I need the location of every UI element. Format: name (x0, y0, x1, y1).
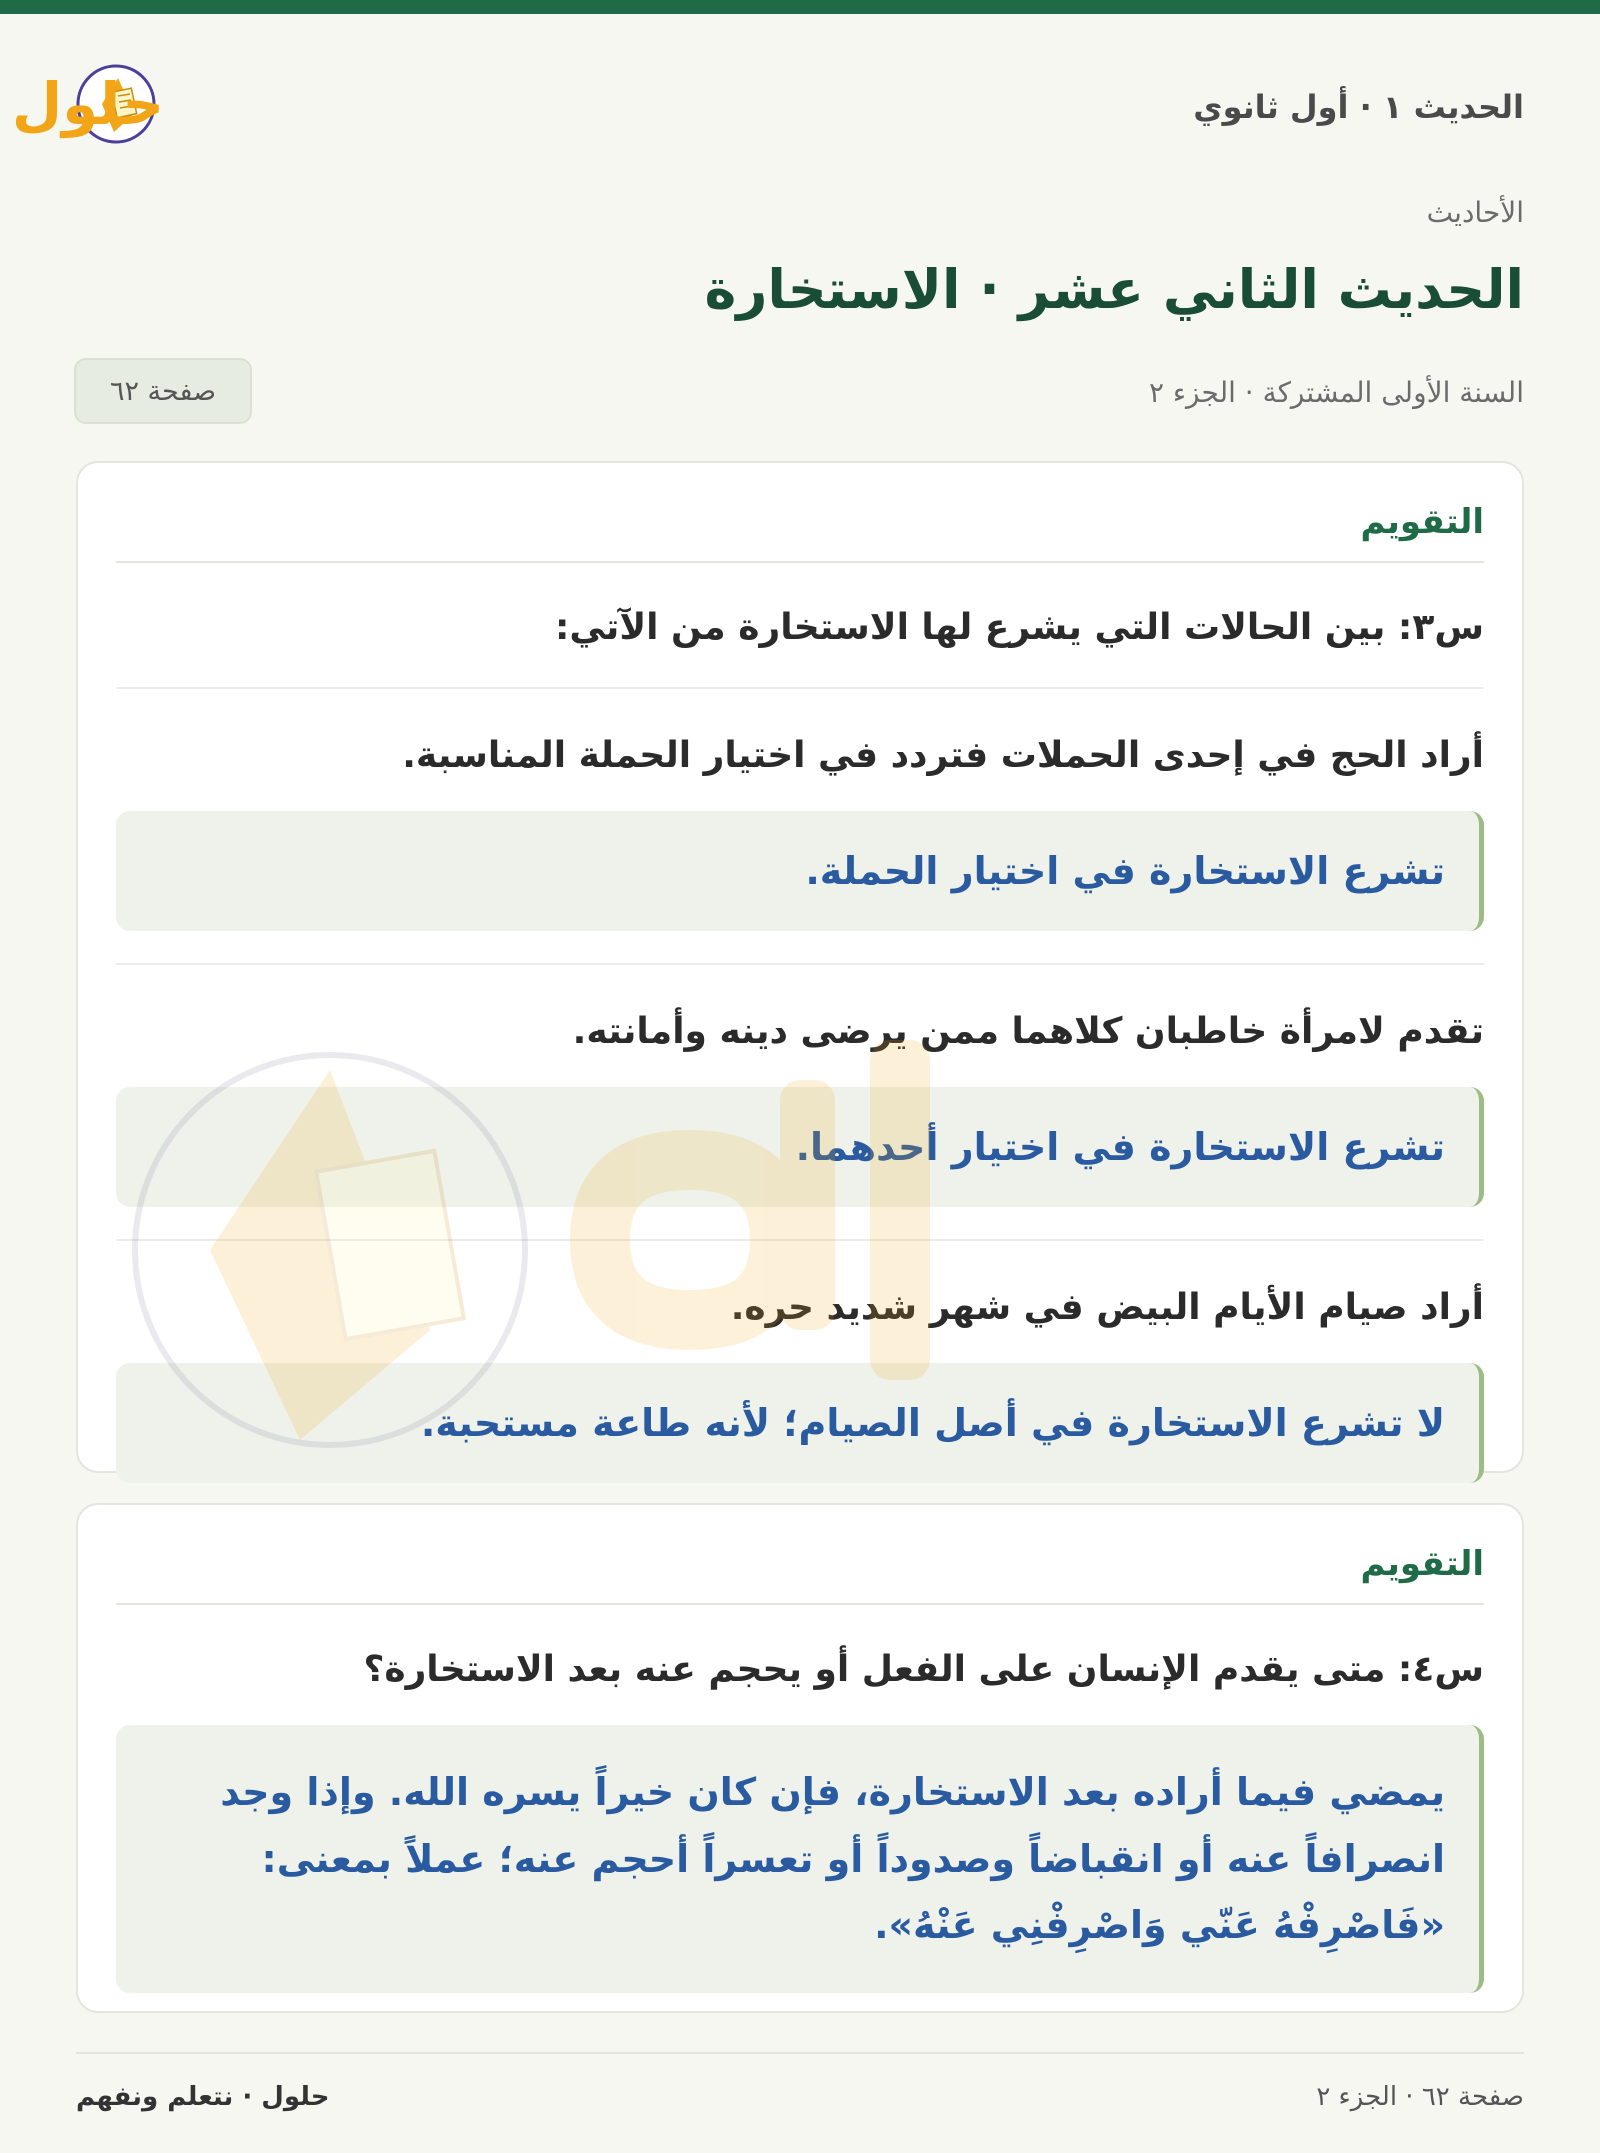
footer-page-info: صفحة ٦٢ · الجزء ٢ (1316, 2082, 1524, 2112)
lesson-title: الحديث الثاني عشر · الاستخارة (704, 258, 1524, 321)
case-1: أراد الحج في إحدى الحملات فتردد في اختيار الحملة المناسبة. (402, 735, 1484, 776)
answer-3 (116, 1363, 1484, 1483)
answer-1-text: تشرع الاستخارة في اختيار الحملة. (805, 848, 1445, 893)
evaluation-card-1 (76, 461, 1524, 1473)
answer-2-text: تشرع الاستخارة في اختيار أحدهما. (795, 1124, 1445, 1169)
answer-3-text: لا تشرع الاستخارة في أصل الصيام؛ لأنه طاعة مستحبة. (420, 1400, 1445, 1445)
answer-1 (116, 811, 1484, 931)
header-title: الحديث ١ · أول ثانوي (1193, 88, 1524, 126)
answer-2 (116, 1087, 1484, 1207)
question-4: س٤: متى يقدم الإنسان على الفعل أو يحجم عنه بعد الاستخارة؟ (363, 1649, 1484, 1690)
answer-4: يمضي فيما أراده بعد الاستخارة، فإن كان خيراً يسره الله. وإذا وجد انصرافاً عنه أو انقباضاً وصدوداً أو تعسراً أحجم عنه؛ عملاً بمعنى: «فَاصْرِفْهُ عَنّي وَاصْرِفْنِي عَنْهُ». (116, 1725, 1484, 1993)
footer-brand: حلول · نتعلم ونفهم (76, 2082, 330, 2112)
footer-divider (76, 2052, 1524, 2054)
meta-line: السنة الأولى المشتركة · الجزء ٢ (1148, 376, 1524, 409)
hulul-logo (11, 52, 334, 162)
section-label: الأحاديث (1426, 196, 1524, 229)
evaluation-card-2 (76, 1503, 1524, 2013)
logo-text: حلول (11, 70, 164, 138)
card-heading: التقويم (116, 1505, 1484, 1605)
case-2: تقدم لامرأة خاطبان كلاهما ممن يرضى دينه وأمانته. (572, 1011, 1484, 1052)
top-accent-bar (0, 0, 1600, 14)
question-3: س٣: بين الحالات التي يشرع لها الاستخارة من الآتي: (554, 607, 1484, 648)
card-heading: التقويم (116, 463, 1484, 563)
page-chip: صفحة ٦٢ (74, 358, 252, 424)
case-3: أراد صيام الأيام البيض في شهر شديد حره. (730, 1287, 1484, 1328)
